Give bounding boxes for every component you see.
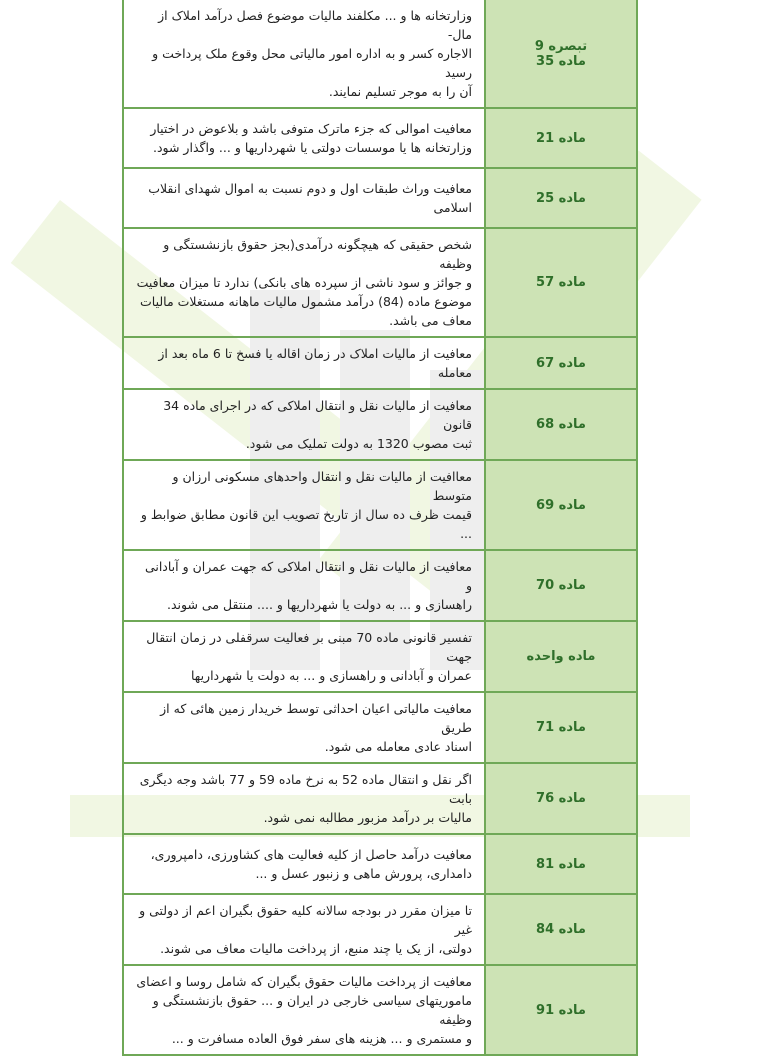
article-reference: ماده 84 — [485, 894, 637, 965]
article-description: شخص حقیقی که هیچگونه درآمدی(بجز حقوق بازنشستگی و وظیفه و جوائز و سود ناشی از سپرده های بانکی) ندارد تا میزان معافیت موضوع ماده (84) درآمد مشمول مالیات ماهانه مستغلات مالیات معاف می باشد. — [123, 228, 485, 337]
table-row — [123, 550, 637, 621]
table-row — [123, 168, 637, 228]
article-description: معافیت از پرداخت مالیات حقوق بگیران که شامل روسا و اعضای ماموریتهای سیاسی خارجی در ایران و ... حقوق بازنشستگی و وظیفه و مستمری و ... هزینه های سفر فوق العاده مسافرت و ... — [123, 965, 485, 1055]
article-reference: ماده 57 — [485, 228, 637, 337]
table-row — [123, 692, 637, 763]
article-reference: ماده 91 — [485, 965, 637, 1055]
article-description: معافیت درآمد حاصل از کلیه فعالیت های کشاورزی، دامپروری، دامداری، پرورش ماهی و زنبور عسل و ... — [123, 834, 485, 894]
table-row — [123, 0, 637, 108]
table-row — [123, 389, 637, 460]
article-reference: ماده 25 — [485, 168, 637, 228]
table-row — [123, 965, 637, 1055]
article-description: معاافیت از مالیات نقل و انتقال واحدهای مسکونی ارزان و متوسط قیمت ظرف ده سال از تاریخ تصویب این قانون مطابق ضوابط و ... — [123, 460, 485, 550]
article-description: وزارتخانه ها و ... مکلفند مالیات موضوع فصل درآمد املاک از مال- الاجاره کسر و به اداره امور مالیاتی محل وقوع ملک پرداخت و رسید آن را به موجر تسلیم نمایند. — [123, 0, 485, 108]
article-reference: ماده 71 — [485, 692, 637, 763]
table-row — [123, 337, 637, 389]
article-reference: ماده 70 — [485, 550, 637, 621]
article-description: معافیت از مالیات نقل و انتقال املاکی که جهت عمران و آبادانی و راهسازی و ... به دولت یا شهرداریها و .... منتقل می شوند. — [123, 550, 485, 621]
article-reference: ماده واحده — [485, 621, 637, 692]
article-reference: ماده 67 — [485, 337, 637, 389]
article-description: معافیت اموالی که جزء ماترک متوفی باشد و بلاعوض در اختیار وزارتخانه ها یا موسسات دولتی یا شهرداریها و ... واگذار شود. — [123, 108, 485, 168]
article-description: تفسیر قانونی ماده 70 مبنی بر فعالیت سرقفلی در زمان انتقال جهت عمران و آبادانی و راهسازی و ... به دولت یا شهرداریها — [123, 621, 485, 692]
table-row — [123, 228, 637, 337]
article-description: معافیت از مالیات املاک در زمان اقاله یا فسخ تا 6 ماه بعد از معامله — [123, 337, 485, 389]
article-description: معافیت از مالیات نقل و انتقال املاکی که در اجرای ماده 34 قانون ثبت مصوب 1320 به دولت تملیک می شود. — [123, 389, 485, 460]
table-row — [123, 834, 637, 894]
article-reference: ماده 68 — [485, 389, 637, 460]
article-reference: ماده 76 — [485, 763, 637, 834]
article-reference: ماده 81 — [485, 834, 637, 894]
table-row — [123, 894, 637, 965]
tax-exemption-table — [122, 0, 638, 1056]
article-reference: ماده 69 — [485, 460, 637, 550]
table-row — [123, 460, 637, 550]
article-description: تا میزان مقرر در بودجه سالانه کلیه حقوق بگیران اعم از دولتی و غیر دولتی، از یک یا چند منبع، از پرداخت مالیات معاف می شوند. — [123, 894, 485, 965]
article-description: معافیت وراث طبقات اول و دوم نسبت به اموال شهدای انقلاب اسلامی — [123, 168, 485, 228]
article-description: معافیت مالیاتی اعیان احداثی توسط خریدار زمین هائی که از طریق اسناد عادی معامله می شود. — [123, 692, 485, 763]
table-row — [123, 621, 637, 692]
table-row — [123, 108, 637, 168]
article-description: اگر نقل و انتقال ماده 52 به نرخ ماده 59 و 77 باشد وجه دیگری بابت مالیات بر درآمد مزبور مطالبه نمی شود. — [123, 763, 485, 834]
article-reference: تبصره 9 ماده 35 — [485, 0, 637, 108]
article-reference: ماده 21 — [485, 108, 637, 168]
table-row — [123, 763, 637, 834]
